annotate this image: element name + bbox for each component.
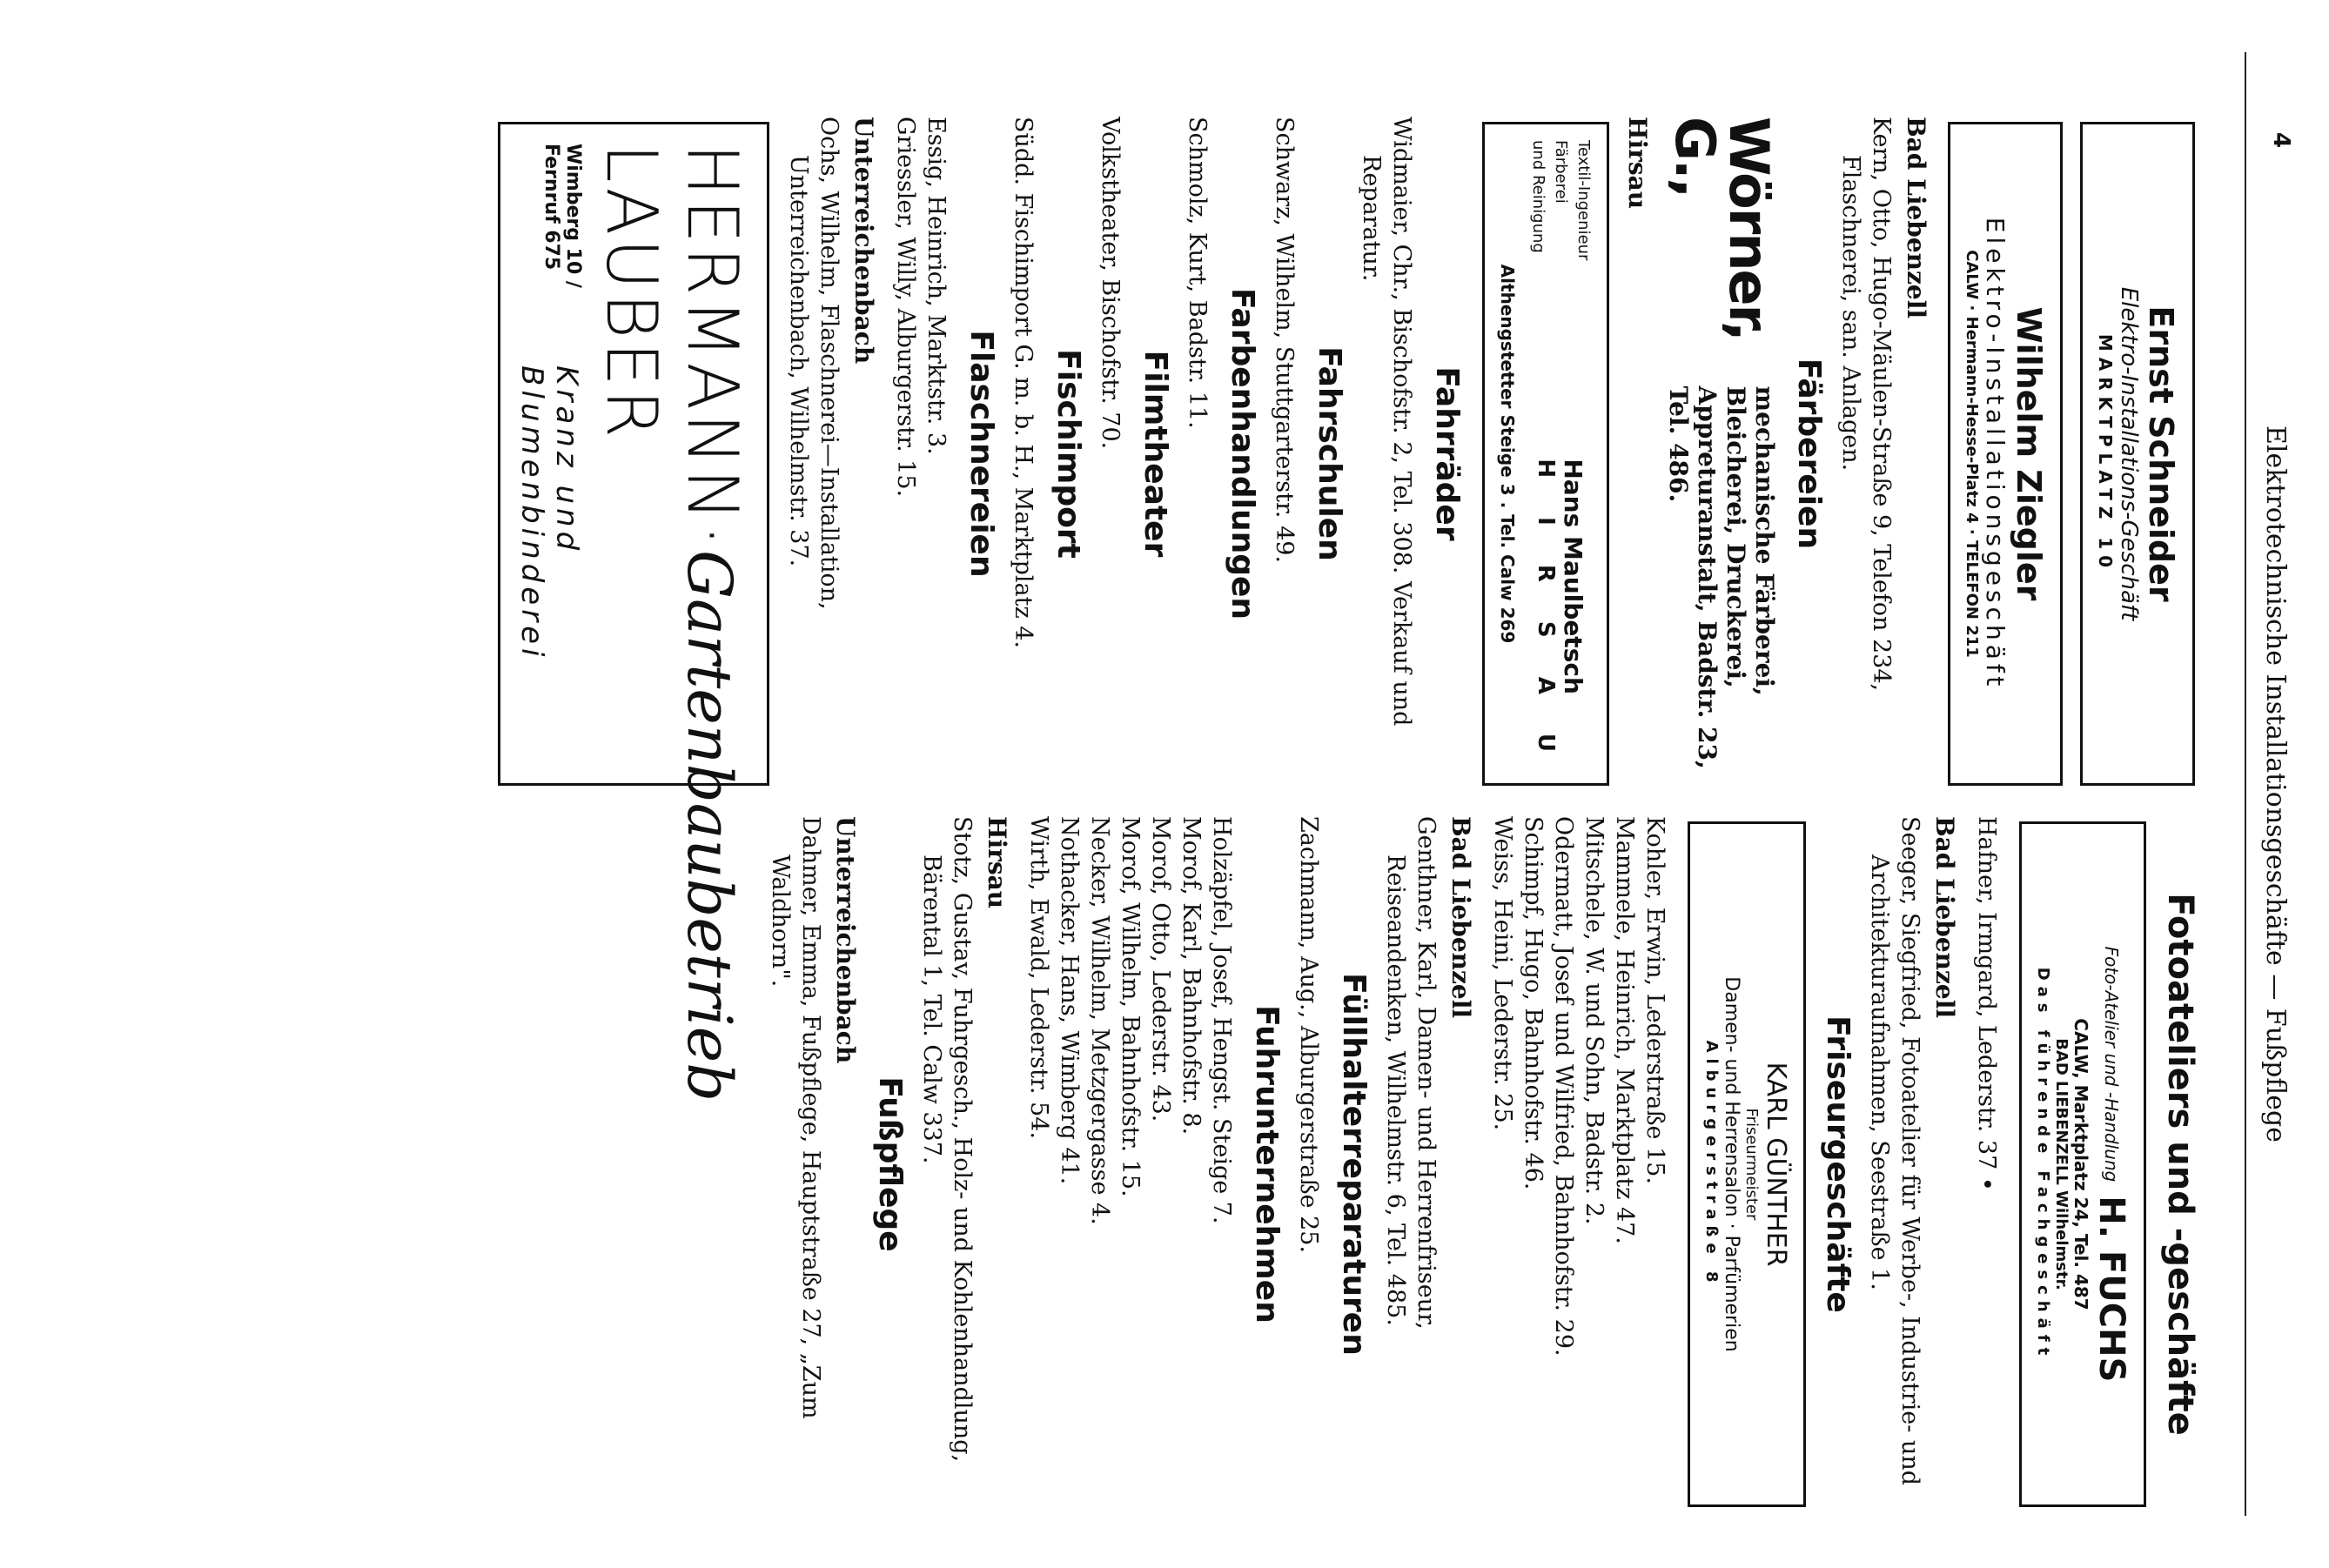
section-heading: Fußpflege bbox=[872, 1076, 908, 1252]
entry: Dahmer, Emma, Fußpflege, Hauptstraße 27, „Zum Waldhorn". bbox=[767, 816, 824, 1419]
entry: Morof, Wilhelm, Bahnhofstr. 15. bbox=[1117, 816, 1144, 1197]
ad-guenther-name: KARL GÜNTHER bbox=[1761, 1062, 1791, 1267]
location-heading: Unterreichenbach bbox=[831, 816, 860, 1064]
header-rule bbox=[2245, 52, 2246, 1516]
entry: Genthner, Karl, Damen- und Herrenfriseur, Reiseandenken, Wilhelmstr. 6, Tel. 485. bbox=[1382, 816, 1440, 1330]
location-heading: Bad Liebenzell bbox=[1902, 117, 1930, 319]
section-heading: Filmtheater bbox=[1138, 350, 1173, 558]
entry: Nothacker, Hans, Wimberg 41. bbox=[1056, 816, 1083, 1185]
ad-maulbetsch-row bbox=[1527, 140, 1594, 767]
section-heading: Füllhalterreparaturen bbox=[1336, 973, 1372, 1356]
ad-maulbetsch-line: Färberei bbox=[1552, 140, 1570, 204]
ad-maulbetsch-addr: Althengstetter Steige 3 . Tel. Calw 269 bbox=[1497, 264, 1518, 644]
entry: Morof, Karl, Bahnhofstr. 8. bbox=[1178, 816, 1205, 1136]
entry: Kohler, Erwin, Lederstraße 15. bbox=[1641, 816, 1668, 1185]
section-heading: Friseurgeschäfte bbox=[1820, 1015, 1856, 1313]
entry: Seeger, Siegfried, Fotoatelier für Werbe-, Industrie- und Architekturaufnahmen, Seestraße 1. bbox=[1866, 816, 1923, 1486]
entry: Hafner, Irmgard, Lederstr. 37 • bbox=[1973, 816, 2000, 1191]
entry: Wirth, Ewald, Lederstr. 54. bbox=[1025, 816, 1052, 1140]
entry: Ochs, Wilhelm, Flaschnerei—Installation, Unterreichenbach, Wilhelmstr. 37. bbox=[785, 117, 842, 610]
ad-fuchs-row bbox=[2091, 840, 2131, 1489]
ad-fuchs-sub: Foto-Atelier und -Handlung bbox=[2101, 946, 2122, 1183]
section-heading: Fahrschulen bbox=[1312, 346, 1347, 561]
section-heading: Fischimport bbox=[1050, 349, 1086, 559]
entry: Weiss, Heini, Lederstr. 25. bbox=[1489, 816, 1516, 1131]
ad-lauber-sep: · bbox=[672, 524, 753, 551]
location-heading: Bad Liebenzell bbox=[1446, 816, 1475, 1019]
ad-maulbetsch-left bbox=[1527, 140, 1594, 260]
page-number: 4 bbox=[2268, 132, 2294, 149]
section-heading: Flaschnereien bbox=[963, 330, 999, 578]
entry: Widmaier, Chr., Bischofstr. 2, Tel. 308. Verkauf und Reparatur. bbox=[1358, 117, 1415, 727]
ad-guenther-l2: Damen- und Herrensalon · Parfümerien bbox=[1721, 976, 1742, 1352]
ad-woerner-line: Bleicherei, Druckerei, bbox=[1722, 385, 1750, 688]
ad-maulbetsch-line: Textil-Ingenieur bbox=[1574, 140, 1593, 261]
ad-guenther-l1: Friseurmeister bbox=[1742, 1108, 1761, 1221]
ad-ziegler bbox=[1948, 122, 2063, 786]
section-heading: Fahrräder bbox=[1429, 366, 1465, 541]
ad-maulbetsch-line: und Reinigung bbox=[1529, 140, 1547, 253]
ad-ziegler-sub: Elektro-Installationsgeschäft bbox=[1981, 217, 2010, 691]
section-heading: Fotoateliers und -geschäfte bbox=[2160, 893, 2200, 1436]
ad-woerner-line: mechanische Färberei, bbox=[1750, 385, 1779, 696]
ad-maulbetsch-right bbox=[1534, 459, 1588, 767]
entry: Holzäpfel, Josef, Hengst. Steige 7. bbox=[1208, 816, 1235, 1224]
ad-ziegler-name: Wilhelm Ziegler bbox=[2010, 306, 2048, 601]
entry: Morof, Otto, Lederstr. 43. bbox=[1147, 816, 1174, 1122]
ad-lauber bbox=[498, 122, 769, 1102]
entry: Volkstheater, Bischofstr. 70. bbox=[1097, 117, 1124, 450]
ad-ziegler-addr: CALW · Hermann-Hesse-Platz 4 · TELEFON 211 bbox=[1963, 250, 1981, 658]
page-header bbox=[2249, 52, 2301, 1516]
entry: Essig, Heinrich, Marktstr. 3. bbox=[923, 117, 950, 455]
location-heading: Bad Liebenzell bbox=[1930, 816, 1959, 1019]
entry: Mitschele, W. und Sohn, Badstr. 2. bbox=[1581, 816, 1607, 1225]
ad-lauber-business: Gartenbaubetrieb bbox=[674, 550, 745, 1102]
entry: Kern, Otto, Hugo-Mäulen-Straße 9, Telefon 234, Flaschnerei, san. Anlagen. bbox=[1837, 117, 1895, 692]
ad-schneider-name: Ernst Schneider bbox=[2142, 305, 2180, 602]
ad-fuchs-tagline: Das führende Fachgeschäft bbox=[2034, 967, 2052, 1362]
ad-fuchs-addr2: BAD LIEBENZELL Wilhelmstr. bbox=[2052, 1038, 2071, 1290]
ad-maulbetsch bbox=[1482, 122, 1609, 786]
ad-lauber-addr: Wimberg 10 / Fernruf 675 bbox=[540, 144, 584, 288]
ad-fuchs-addr1: CALW, Marktplatz 24, Tel. 487 bbox=[2071, 1018, 2091, 1310]
entry: Südd. Fischimport G. m. b. H., Marktplatz 4. bbox=[1010, 117, 1037, 649]
ad-maulbetsch-town: H I R S A U bbox=[1533, 459, 1560, 767]
ad-guenther-addr: Alburgerstraße 8 bbox=[1702, 1040, 1721, 1289]
ad-woerner-line: Appreturanstalt, Badstr. 23, Tel. 486. bbox=[1664, 385, 1722, 769]
entry: Schwarz, Wilhelm, Stuttgarterstr. 49. bbox=[1271, 117, 1298, 564]
entry: Schimpf, Hugo, Bahnhofstr. 46. bbox=[1520, 816, 1547, 1190]
entry: Mammele, Heinrich, Marktplatz 47. bbox=[1611, 816, 1638, 1244]
ad-lauber-row1 bbox=[591, 144, 753, 1102]
section-heading: Farbenhandlungen bbox=[1225, 287, 1260, 620]
page-title: Elektrotechnische Installationsgeschäfte — Fußpflege bbox=[2260, 425, 2291, 1142]
ad-lauber-sub: Kranz und Blumenbinderei bbox=[514, 365, 584, 661]
ad-guenther bbox=[1688, 821, 1806, 1507]
entry: Schmolz, Kurt, Badstr. 11. bbox=[1184, 117, 1211, 429]
ad-maulbetsch-name: Hans Maulbetsch bbox=[1559, 459, 1588, 694]
ad-schneider-addr: MARKTPLATZ 10 bbox=[2095, 333, 2116, 574]
ad-woerner-text bbox=[1664, 386, 1779, 792]
ad-schneider bbox=[2080, 122, 2195, 786]
ad-fuchs-name: H. FUCHS bbox=[2091, 1196, 2131, 1383]
entry: Zachmann, Aug., Alburgerstraße 25. bbox=[1295, 816, 1322, 1254]
location-heading: Hirsau bbox=[1623, 117, 1652, 210]
location-heading: Hirsau bbox=[983, 816, 1011, 909]
ad-lauber-row2 bbox=[514, 144, 584, 764]
right-column bbox=[52, 816, 2209, 1512]
section-heading: Fuhrunternehmen bbox=[1249, 1005, 1285, 1323]
ad-woerner-name: Wörner, G., bbox=[1663, 117, 1781, 340]
entry: Necker, Wilhelm, Metzgergasse 4. bbox=[1086, 816, 1113, 1225]
ad-fuchs bbox=[2019, 821, 2146, 1507]
section-heading: Färbereien bbox=[1791, 358, 1827, 550]
location-heading: Unterreichenbach bbox=[849, 117, 878, 365]
entry: Griessler, Willy, Alburgerstr. 15. bbox=[892, 117, 919, 498]
entry: Stotz, Gustav, Fuhrgesch., Holz- und Kohlenhandlung, Bärental 1, Tel. Calw 337. bbox=[918, 816, 976, 1463]
entry: Odermatt, Josef und Wilfried, Bahnhofstr. 29. bbox=[1550, 816, 1577, 1357]
ad-woerner bbox=[1664, 117, 1779, 791]
ad-schneider-sub: Elektro-Installations-Geschäft bbox=[2116, 286, 2142, 621]
ad-lauber-name: HERMANN LAUBER bbox=[591, 144, 753, 525]
